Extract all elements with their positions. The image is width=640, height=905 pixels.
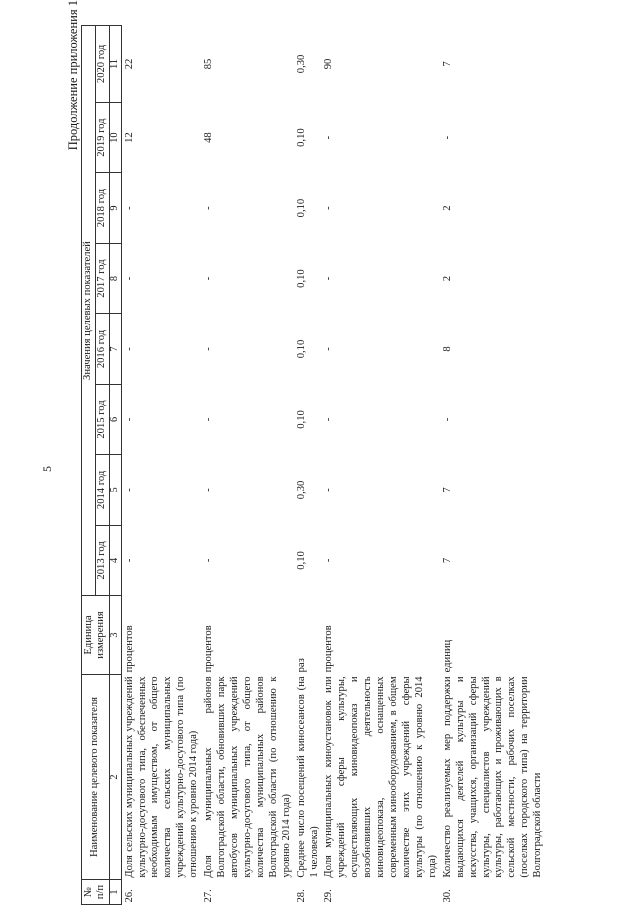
column-index: 3 bbox=[109, 596, 121, 675]
header-num: № п/п bbox=[82, 880, 110, 905]
value-cell: 2 bbox=[441, 275, 453, 282]
page-number: 5 bbox=[40, 466, 54, 472]
target-indicators-table bbox=[81, 25, 545, 905]
row-number: 28. bbox=[295, 889, 307, 903]
value-cell: - bbox=[323, 488, 335, 492]
column-index: 8 bbox=[109, 243, 121, 313]
value-cell: 0,10 bbox=[295, 410, 307, 429]
value-cell: 22 bbox=[123, 58, 135, 70]
appendix-continuation-label: Продолжение приложения 1 bbox=[66, 0, 80, 151]
indicator-name: Среднее число посещений киносеансов (на 1 человека) bbox=[295, 676, 320, 878]
unit-cell: процентов bbox=[123, 625, 135, 673]
value-cell: 7 bbox=[441, 487, 453, 493]
column-index: 11 bbox=[109, 26, 121, 103]
header-unit: Единица измерения bbox=[82, 596, 110, 675]
value-cell: - bbox=[323, 276, 335, 281]
row-number: 29. bbox=[323, 889, 335, 903]
indicator-name: Количество реализуемых мер поддержки выдающихся деятелей культуры и искусства, учащихся, организаций сферы культуры, специалистов учреждений культуры, работающих и проживающих в сельской местности, рабочих поселках (поселках городского типа) на территории Волгоградской области bbox=[441, 676, 544, 878]
table-row bbox=[121, 26, 201, 905]
value-cell: 48 bbox=[203, 132, 215, 143]
value-cell: 0,10 bbox=[295, 269, 307, 288]
unit-cell: процентов bbox=[203, 625, 215, 673]
indicator-name: Доля муниципальных киноустановок или учреждений сферы культуры, осуществляющих киновидеопоказ и возобновивших деятельность киновидеопоказа, оснащенных современным кинооборудованием, в общем количестве этих учреждений сферы культуры (по отношению к уровню 2014 года) bbox=[323, 676, 438, 878]
header-year: 2020 год bbox=[95, 26, 109, 103]
column-index: 1 bbox=[109, 880, 121, 905]
indicator-name: Доля муниципальных районов Волгоградской области, обновивших парк автобусов муниципальных учреждений культурно-досугового типа, от общего количества муниципальных районов Волгоградской области (по отношению к уровню 2014 года) bbox=[203, 676, 292, 878]
header-year: 2014 год bbox=[95, 455, 109, 525]
value-cell: 8 bbox=[441, 346, 453, 352]
value-cell: 0,10 bbox=[295, 551, 307, 570]
column-index: 10 bbox=[109, 102, 121, 172]
value-cell: - bbox=[123, 206, 135, 210]
header-row-top bbox=[82, 26, 96, 905]
value-cell: - bbox=[203, 206, 215, 210]
column-index: 5 bbox=[109, 455, 121, 525]
header-year: 2019 год bbox=[95, 102, 109, 172]
value-cell: 7 bbox=[441, 557, 453, 564]
value-cell: - bbox=[203, 558, 215, 563]
table-row bbox=[321, 26, 439, 905]
column-index: 2 bbox=[109, 674, 121, 879]
row-number: 27. bbox=[203, 889, 215, 903]
value-cell: - bbox=[441, 135, 453, 140]
header-year: 2015 год bbox=[95, 384, 109, 454]
value-cell: - bbox=[123, 276, 135, 281]
value-cell: - bbox=[203, 347, 215, 351]
value-cell: - bbox=[323, 206, 335, 210]
header-year: 2018 год bbox=[95, 173, 109, 243]
value-cell: - bbox=[203, 488, 215, 492]
value-cell: 0,10 bbox=[295, 128, 307, 147]
column-index: 6 bbox=[109, 384, 121, 454]
value-cell: 2 bbox=[441, 205, 453, 211]
column-index-row bbox=[109, 26, 121, 905]
value-cell: 0,10 bbox=[295, 339, 307, 359]
value-cell: 0,30 bbox=[295, 480, 307, 500]
column-index: 4 bbox=[109, 525, 121, 595]
value-cell: - bbox=[323, 417, 335, 422]
value-cell: - bbox=[441, 417, 453, 422]
column-index: 7 bbox=[109, 314, 121, 384]
table-row bbox=[294, 26, 322, 905]
value-cell: 90 bbox=[323, 58, 335, 70]
table-row bbox=[201, 26, 293, 905]
header-name: Наименование целевого показателя bbox=[82, 674, 110, 879]
unit-cell: раз bbox=[295, 658, 307, 673]
value-cell: 0,10 bbox=[295, 198, 307, 218]
value-cell: 0,30 bbox=[295, 54, 307, 74]
unit-cell: процентов bbox=[323, 625, 335, 673]
value-cell: - bbox=[203, 417, 215, 422]
value-cell: 12 bbox=[123, 132, 135, 143]
value-cell: - bbox=[123, 558, 135, 563]
header-values-group: Значения целевых показателей bbox=[82, 26, 96, 596]
value-cell: 85 bbox=[203, 58, 215, 70]
header-year: 2017 год bbox=[95, 243, 109, 313]
value-cell: - bbox=[323, 347, 335, 351]
column-index: 9 bbox=[109, 173, 121, 243]
indicator-name: Доля сельских муниципальных учреждений культурно-досугового типа, обеспеченных необходимым имуществом, от общего количества сельских муниципальных учреждений культурно-досугового типа (по отношению к уровню 2014 года) bbox=[123, 676, 200, 878]
header-year: 2013 год bbox=[95, 525, 109, 595]
table-row bbox=[440, 26, 545, 905]
unit-cell: единиц bbox=[441, 639, 453, 673]
header-year: 2016 год bbox=[95, 314, 109, 384]
value-cell: - bbox=[123, 417, 135, 422]
value-cell: - bbox=[123, 488, 135, 492]
value-cell: - bbox=[203, 276, 215, 281]
value-cell: - bbox=[323, 135, 335, 140]
value-cell: - bbox=[123, 347, 135, 351]
value-cell: 7 bbox=[441, 61, 453, 67]
row-number: 26. bbox=[123, 889, 135, 903]
row-number: 30. bbox=[441, 889, 453, 903]
value-cell: - bbox=[323, 558, 335, 563]
